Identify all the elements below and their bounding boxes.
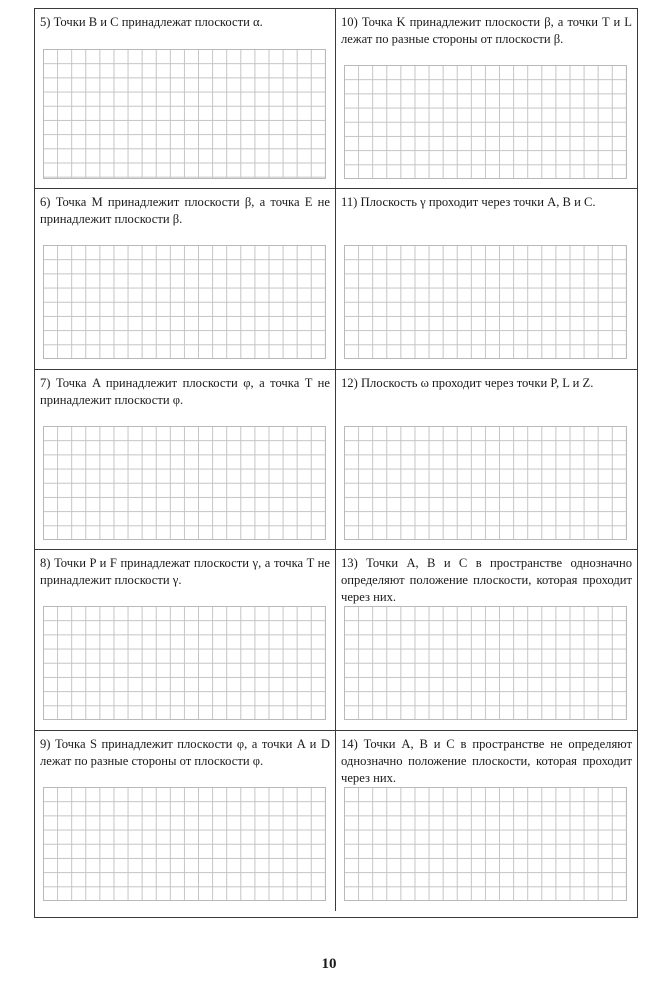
task-6-number: 6) <box>40 195 51 210</box>
task-11-statement: Плоскость γ проходит через точки A, B и C. <box>360 195 596 210</box>
task-9-number: 9) <box>40 736 51 751</box>
task-9-cell <box>35 731 336 911</box>
task-9-statement: Точка S принадлежит плоскости φ, а точки A и D лежат по разные стороны от плоскости φ. <box>40 736 330 768</box>
task-7-cell <box>35 370 336 550</box>
task-7-text <box>40 375 330 409</box>
task-10-cell <box>336 9 637 189</box>
task-8-text <box>40 555 330 589</box>
task-10-drawing-grid[interactable] <box>344 65 627 179</box>
task-13-drawing-grid[interactable] <box>344 606 627 720</box>
task-10-statement: Точка K принадлежит плоскости β, а точки T и L лежат по разные стороны от плоскости β. <box>341 15 632 46</box>
task-6-cell <box>35 189 336 369</box>
task-12-cell <box>336 370 637 550</box>
task-8-number: 8) <box>40 556 51 571</box>
task-10-number: 10) <box>341 15 358 29</box>
task-12-text <box>341 375 632 392</box>
task-7-drawing-grid[interactable] <box>43 426 326 540</box>
task-9-drawing-grid[interactable] <box>43 787 326 901</box>
task-10-text <box>341 14 632 48</box>
exercise-table <box>34 8 638 918</box>
task-13-statement: Точки A, B и C в пространстве однозначно определяют положение плоскости, которая проходит через них. <box>341 556 632 605</box>
task-7-number: 7) <box>40 375 51 390</box>
task-8-cell <box>35 550 336 730</box>
task-5-statement: Точки B и C принадлежат плоскости α. <box>53 15 263 29</box>
task-13-number: 13) <box>341 556 358 571</box>
task-11-drawing-grid[interactable] <box>344 245 627 359</box>
task-14-cell <box>336 731 637 911</box>
task-13-text <box>341 555 632 606</box>
task-11-text <box>341 194 632 211</box>
task-6-statement: Точка M принадлежит плоскости β, а точка E не принадлежит плоскости β. <box>40 195 330 227</box>
task-6-text <box>40 194 330 228</box>
task-5-number: 5) <box>40 15 51 29</box>
task-11-cell <box>336 189 637 369</box>
task-14-text <box>341 736 632 787</box>
task-5-drawing-grid[interactable] <box>43 49 326 179</box>
task-11-number: 11) <box>341 195 358 210</box>
task-12-number: 12) <box>341 375 358 390</box>
task-8-drawing-grid[interactable] <box>43 606 326 720</box>
task-12-statement: Плоскость ω проходит через точки P, L и Z. <box>360 375 594 390</box>
task-6-drawing-grid[interactable] <box>43 245 326 359</box>
task-5-text <box>40 14 330 31</box>
task-14-drawing-grid[interactable] <box>344 787 627 901</box>
task-14-number: 14) <box>341 736 358 751</box>
task-12-drawing-grid[interactable] <box>344 426 627 540</box>
page-number: 10 <box>321 956 337 972</box>
task-13-cell <box>336 550 637 730</box>
task-14-statement: Точки A, B и C в пространстве не определяют однозначно положение плоскости, которая проходит через них. <box>341 736 632 785</box>
task-5-cell <box>35 9 336 189</box>
task-9-text <box>40 736 330 770</box>
task-8-statement: Точки P и F принадлежат плоскости γ, а точка T не принадлежит плоскости γ. <box>40 556 331 588</box>
task-7-statement: Точка A принадлежит плоскости φ, а точка T не принадлежит плоскости φ. <box>40 375 330 407</box>
